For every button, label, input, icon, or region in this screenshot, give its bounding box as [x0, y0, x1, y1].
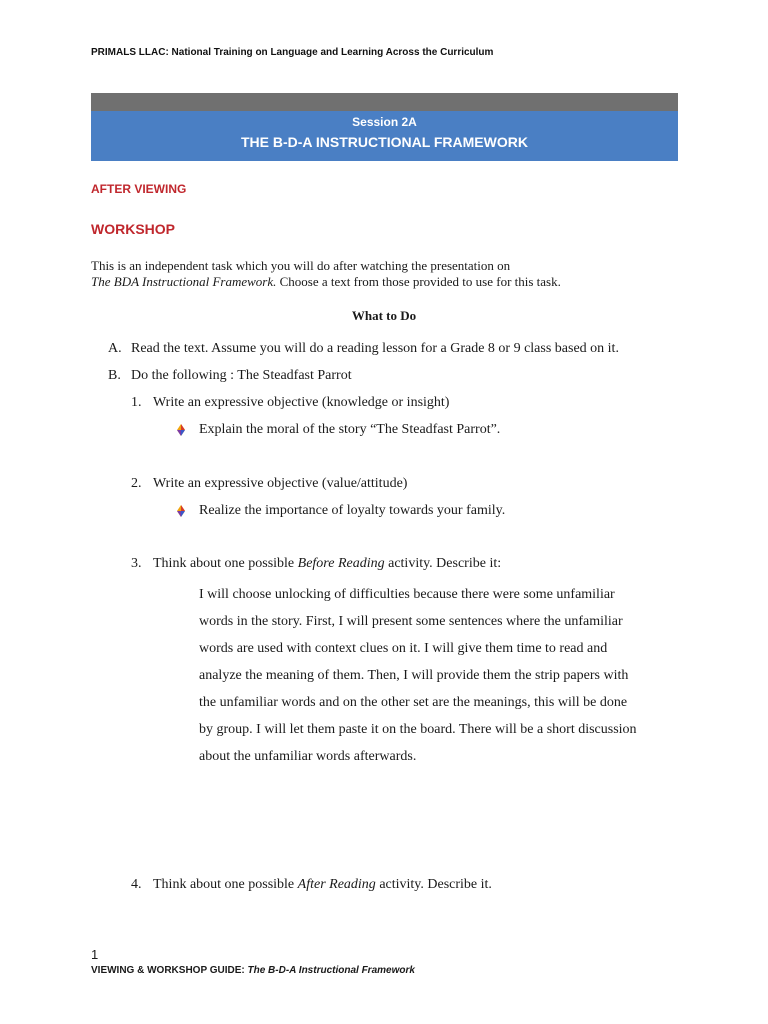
- intro-line-2: [91, 274, 561, 290]
- item-a-marker: A.: [108, 341, 122, 356]
- item-1-bullet-text: Explain the moral of the story “The Steadfast Parrot”.: [199, 422, 501, 437]
- arrow-bullet-icon: [175, 424, 187, 436]
- answer-line: words in the story. First, I will present some sentences where the unfamiliar: [199, 614, 623, 629]
- footer-title: The B-D-A Instructional Framework: [247, 965, 415, 976]
- item-4-text: [153, 877, 492, 893]
- answer-line: by group. I will let them paste it on the board. There will be a short discussion: [199, 722, 637, 737]
- item-b-text: Do the following : The Steadfast Parrot: [131, 368, 352, 383]
- running-header: PRIMALS LLAC: National Training on Language and Learning Across the Curriculum: [91, 47, 494, 58]
- item-4-post: activity. Describe it.: [375, 877, 492, 892]
- item-2-bullet-text: Realize the importance of loyalty towards your family.: [199, 503, 506, 518]
- arrow-bullet-icon: [175, 505, 187, 517]
- answer-line: the unfamiliar words and on the other set are the meanings, this will be done: [199, 695, 628, 710]
- page-number: 1: [91, 947, 99, 962]
- item-3-italic: Before Reading: [297, 556, 385, 571]
- session-title: THE B-D-A INSTRUCTIONAL FRAMEWORK: [241, 134, 528, 150]
- item-2-marker: 2.: [131, 476, 142, 491]
- what-to-do-heading: What to Do: [351, 308, 417, 323]
- intro-line-2-rest: Choose a text from those provided to use for this task.: [276, 274, 561, 289]
- item-a-text: Read the text. Assume you will do a reading lesson for a Grade 8 or 9 class based on it.: [131, 341, 619, 356]
- answer-line: words are used with context clues on it. I will give them time to read and: [199, 641, 608, 656]
- item-1-marker: 1.: [131, 395, 142, 410]
- intro-paragraph: [91, 258, 561, 290]
- answer-line: about the unfamiliar words afterwards.: [199, 749, 417, 764]
- session-banner: [91, 111, 678, 161]
- item-4-pre: Think about one possible: [153, 877, 298, 892]
- item-1-text: Write an expressive objective (knowledge or insight): [153, 395, 450, 410]
- banner-top-bar: [91, 93, 678, 111]
- intro-line-1: This is an independent task which you will do after watching the presentation on: [91, 258, 511, 273]
- session-label: Session 2A: [352, 115, 417, 129]
- item-3-post: activity. Describe it:: [384, 556, 502, 571]
- item-b-marker: B.: [108, 368, 121, 383]
- answer-line: I will choose unlocking of difficulties because there were some unfamiliar: [199, 587, 615, 602]
- item-3-marker: 3.: [131, 556, 142, 571]
- answer-line: analyze the meaning of them. Then, I will provide them the strip papers with: [199, 668, 629, 683]
- footer-label: VIEWING & WORKSHOP GUIDE:: [91, 965, 248, 976]
- item-3-answer: [199, 581, 679, 770]
- intro-title-italic: The BDA Instructional Framework.: [91, 274, 277, 289]
- item-3-text: [153, 556, 501, 572]
- workshop-heading: WORKSHOP: [91, 221, 175, 237]
- footer: [91, 965, 415, 976]
- item-3-pre: Think about one possible: [153, 556, 298, 571]
- item-4-italic: After Reading: [297, 877, 376, 892]
- item-2-text: Write an expressive objective (value/attitude): [153, 476, 408, 491]
- item-4-marker: 4.: [131, 877, 142, 892]
- after-viewing-heading: AFTER VIEWING: [91, 182, 187, 196]
